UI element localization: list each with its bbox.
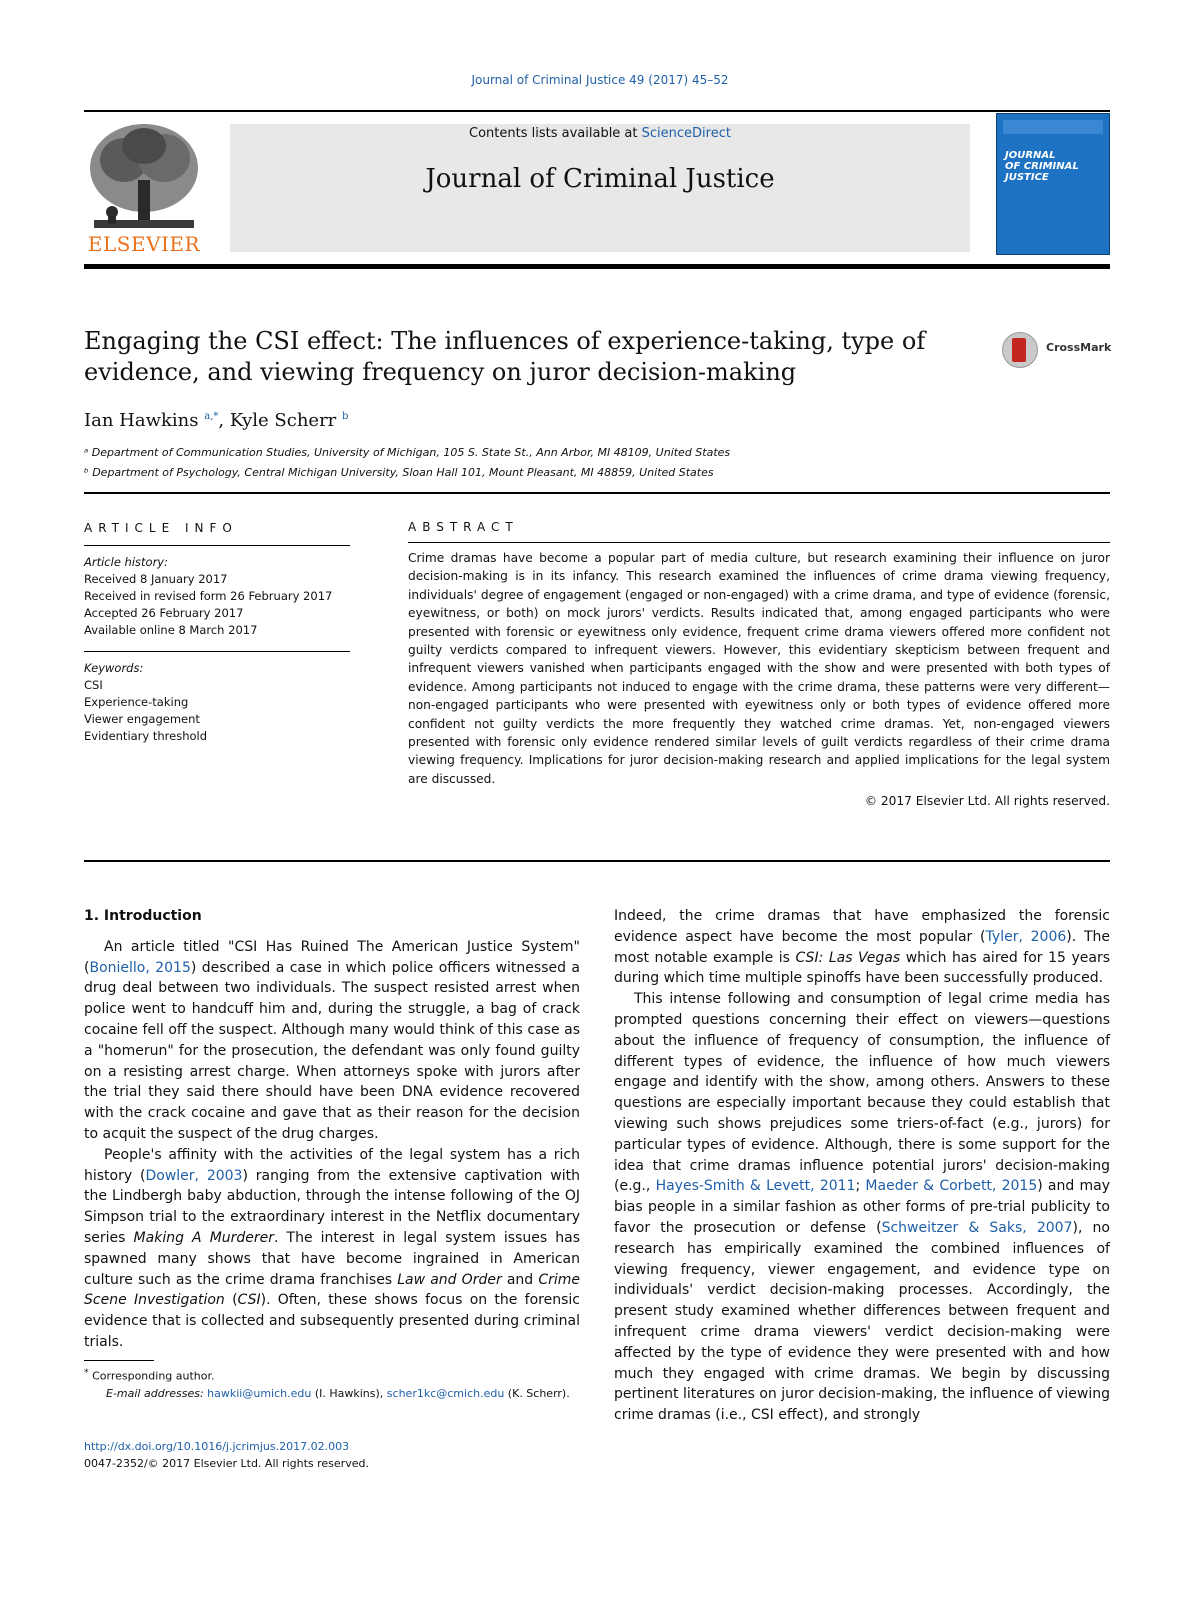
affiliation-a: ᵃ Department of Communication Studies, University of Michigan, 105 S. State St., Ann Arbor, MI 48109, United States — [84, 446, 731, 459]
text-run: (I. Hawkins), — [311, 1386, 387, 1400]
text-run: which has aired for 15 years during which time multiple spinoffs have been successfully produced. — [614, 949, 1110, 987]
keyword: Viewer engagement — [84, 712, 200, 726]
email-link[interactable]: hawkii@umich.edu — [207, 1386, 312, 1400]
italic-title: Crime Scene Investigation — [84, 1271, 580, 1309]
text-run: ), no research has empirically examined the combined influences of viewing frequency, viewer engagement, and evidence type on individuals' verdict decision-making processes. Accordingly, the present study examined whether differences between frequent and infrequent crime drama viewers' verdict decision-making were affected by the type of evidence they were presented with and how much they engaged with crime dramas. We begin by discussing pertinent literatures on juror decision-making, the influence of viewing crime dramas (i.e., CSI effect), and strongly — [614, 1219, 1110, 1424]
doi-link[interactable]: http://dx.doi.org/10.1016/j.jcrimjus.2017.02.003 — [84, 1440, 350, 1453]
citation-link[interactable]: Hayes-Smith & Levett, 2011 — [655, 1178, 856, 1195]
received-date: Received 8 January 2017 — [84, 572, 228, 586]
text-run: and — [501, 1271, 539, 1288]
issn-line: 0047-2352/© 2017 Elsevier Ltd. All rights reserved. — [84, 1457, 369, 1470]
italic-title: CSI — [237, 1292, 261, 1309]
divider — [84, 651, 350, 652]
email-line — [84, 1385, 584, 1402]
footnote-rule — [84, 1360, 154, 1361]
author-separator: , — [218, 410, 230, 431]
journal-cover-thumbnail[interactable] — [996, 113, 1110, 255]
sciencedirect-link[interactable]: ScienceDirect — [641, 126, 731, 141]
cover-title: JOURNAL OF CRIMINAL JUSTICE — [1005, 150, 1079, 183]
crossmark-label: CrossMark — [1046, 341, 1112, 354]
paragraph — [84, 937, 580, 1145]
cover-top-strip — [1003, 120, 1103, 134]
section-heading: 1. Introduction — [84, 908, 202, 924]
abstract-copyright: © 2017 Elsevier Ltd. All rights reserved. — [864, 794, 1110, 809]
journal-name: Journal of Criminal Justice — [425, 164, 775, 194]
header-top-rule — [84, 110, 1110, 112]
email-label: E-mail addresses: — [106, 1386, 208, 1400]
doi-block — [84, 1438, 369, 1472]
paragraph — [614, 989, 1110, 1426]
article-info-heading: ARTICLE INFO — [84, 521, 238, 535]
italic-title: CSI: Las Vegas — [795, 949, 901, 966]
text-run: ) ranging from the extensive captivation with the Lindbergh baby abduction, through the intense following of the OJ Simpson trial to the extraordinary interest in the Netflix documentary series — [84, 1167, 580, 1246]
elsevier-wordmark: ELSEVIER — [87, 232, 201, 256]
crossmark-flag-icon — [1012, 338, 1026, 362]
citation-link[interactable]: Tyler, 2006 — [985, 928, 1067, 945]
keyword: CSI — [84, 678, 103, 692]
author-name: Kyle Scherr — [229, 410, 337, 431]
corresponding-author-note — [84, 1364, 584, 1385]
text-run: Indeed, the crime dramas that have emphasized the forensic evidence aspect have become the most popular ( — [614, 908, 1110, 945]
text-run: People's affinity with the activities of the legal system has a rich history ( — [84, 1146, 580, 1184]
email-link[interactable]: scher1kc@cmich.edu — [386, 1386, 505, 1400]
text-run: ) described a case in which police officers witnessed a drug deal between two individuals. The suspect resisted arrest when police went to handcuff him and, during the struggle, a bag of crack cocaine fell off the suspect. Although many would think of this case as a "homerun" for the prosecution, the defendant was only found guilty on a resisting arrest charge. When attorneys spoke with jurors after the trial they said there should have been DNA evidence recovered with the crack cocaine and gave that as their reason for the decision to acquit the suspect of the drug charges. — [84, 959, 580, 1142]
online-date: Available online 8 March 2017 — [84, 623, 258, 637]
text-run: This intense following and consumption of legal crime media has prompted questions concerning their effect on viewers—questions about the influence of frequency of consumption, the influence of different types of evidence, the influence of how much viewers engage and identify with the show, among others. Answers to these questions are especially important because they could establish that viewing such shows prejudices some triers-of-fact (e.g., jurors) for particular types of evidence. Although, there is some support for the idea that crime dramas influence potential jurors' decision-making (e.g., — [614, 991, 1110, 1195]
citation-link[interactable]: Maeder & Corbett, 2015 — [865, 1178, 1038, 1195]
citation-link[interactable]: Boniello, 2015 — [89, 959, 191, 976]
text-run: Corresponding author. — [92, 1369, 215, 1383]
author-affiliation-marker[interactable]: b — [342, 411, 349, 422]
body-right-column — [614, 906, 1110, 1426]
article-title: Engaging the CSI effect: The influences of experience-taking, type of evidence, and viewing frequency on juror decision-making — [84, 327, 926, 386]
abstract-bottom-rule — [84, 860, 1110, 862]
affiliation-rule — [84, 492, 1110, 494]
keywords-label: Keywords: — [84, 661, 144, 675]
keyword: Experience-taking — [84, 695, 189, 709]
journal-banner — [230, 124, 970, 252]
contents-available-line: Contents lists available at ScienceDirect — [469, 126, 731, 141]
journal-citation-link[interactable]: Journal of Criminal Justice 49 (2017) 45–52 — [471, 73, 729, 87]
crossmark-badge[interactable] — [1002, 332, 1122, 368]
italic-title: Making A Murderer — [133, 1229, 275, 1246]
text-run: ( — [224, 1292, 238, 1309]
affiliation-b: ᵇ Department of Psychology, Central Michigan University, Sloan Hall 101, Mount Pleasant, MI 48859, United States — [84, 466, 714, 479]
text-run: ; — [855, 1178, 866, 1195]
author-list — [84, 410, 348, 431]
text-run: ) and may bias people in a similar fashion as other forms of pre-trial publicity to favor the prosecution or defense ( — [614, 1178, 1111, 1236]
divider — [84, 545, 350, 546]
paragraph — [84, 1145, 580, 1353]
text-run: ). The most notable example is — [614, 928, 1110, 966]
keyword: Evidentiary threshold — [84, 729, 208, 743]
history-label: Article history: — [84, 555, 168, 569]
abstract-text: Crime dramas have become a popular part of media culture, but research examining their influence on juror decision-making is in its infancy. This research examined the influences of crime drama viewing frequency, individuals' degree of engagement (engaged or non-engaged) with a crime drama, and type of evidence (forensic, eyewitness, or both) on mock jurors' verdicts. Results indicated that, among engaged participants who were presented with forensic or eyewitness only evidence, frequent crime drama viewers offered more confident not guilty verdicts compared to infrequent viewers. However, this evidentiary skepticism between frequent and infrequent viewers vanished when participants engaged with the show and were presented with both types of evidence. Among participants not induced to engage with the crime drama, these patterns were very different—non-engaged participants who were presented with eyewitness only or both types of evidence offered more confident not guilty verdicts the more frequently they watched crime dramas. Yet, non-engaged viewers presented with forensic only evidence rendered similar levels of guilt verdicts regardless of their crime drama viewing frequency. Implications for juror decision-making research and applied implications for the legal system are discussed. — [408, 551, 1110, 786]
body-left-column — [84, 906, 580, 1353]
abstract-heading: ABSTRACT — [408, 520, 519, 534]
accepted-date: Accepted 26 February 2017 — [84, 606, 244, 620]
revised-date: Received in revised form 26 February 2017 — [84, 589, 333, 603]
italic-title: Law and Order — [397, 1271, 502, 1288]
text-run: An article titled "CSI Has Ruined The American Justice System" ( — [84, 938, 580, 976]
author-name: Ian Hawkins — [84, 410, 199, 431]
abstract-panel — [408, 520, 1110, 808]
article-info-panel — [84, 520, 350, 745]
paragraph — [614, 906, 1110, 989]
citation-link[interactable]: Dowler, 2003 — [145, 1167, 243, 1184]
divider — [408, 542, 1110, 543]
footnote — [84, 1364, 584, 1402]
citation-link[interactable]: Schweitzer & Saks, 2007 — [881, 1219, 1073, 1236]
header-bottom-rule — [84, 264, 1110, 269]
text-run: (K. Scherr). — [504, 1386, 570, 1400]
author-affiliation-marker[interactable]: a,* — [204, 411, 219, 422]
text-run: ). Often, these shows focus on the forensic evidence that is collected and subsequently presented during criminal trials. — [84, 1292, 580, 1350]
text-run: . The interest in legal system issues has spawned many shows that have become ingrained in American culture such as the crime drama franchises — [84, 1229, 580, 1288]
footnote-marker: * — [84, 1367, 89, 1378]
